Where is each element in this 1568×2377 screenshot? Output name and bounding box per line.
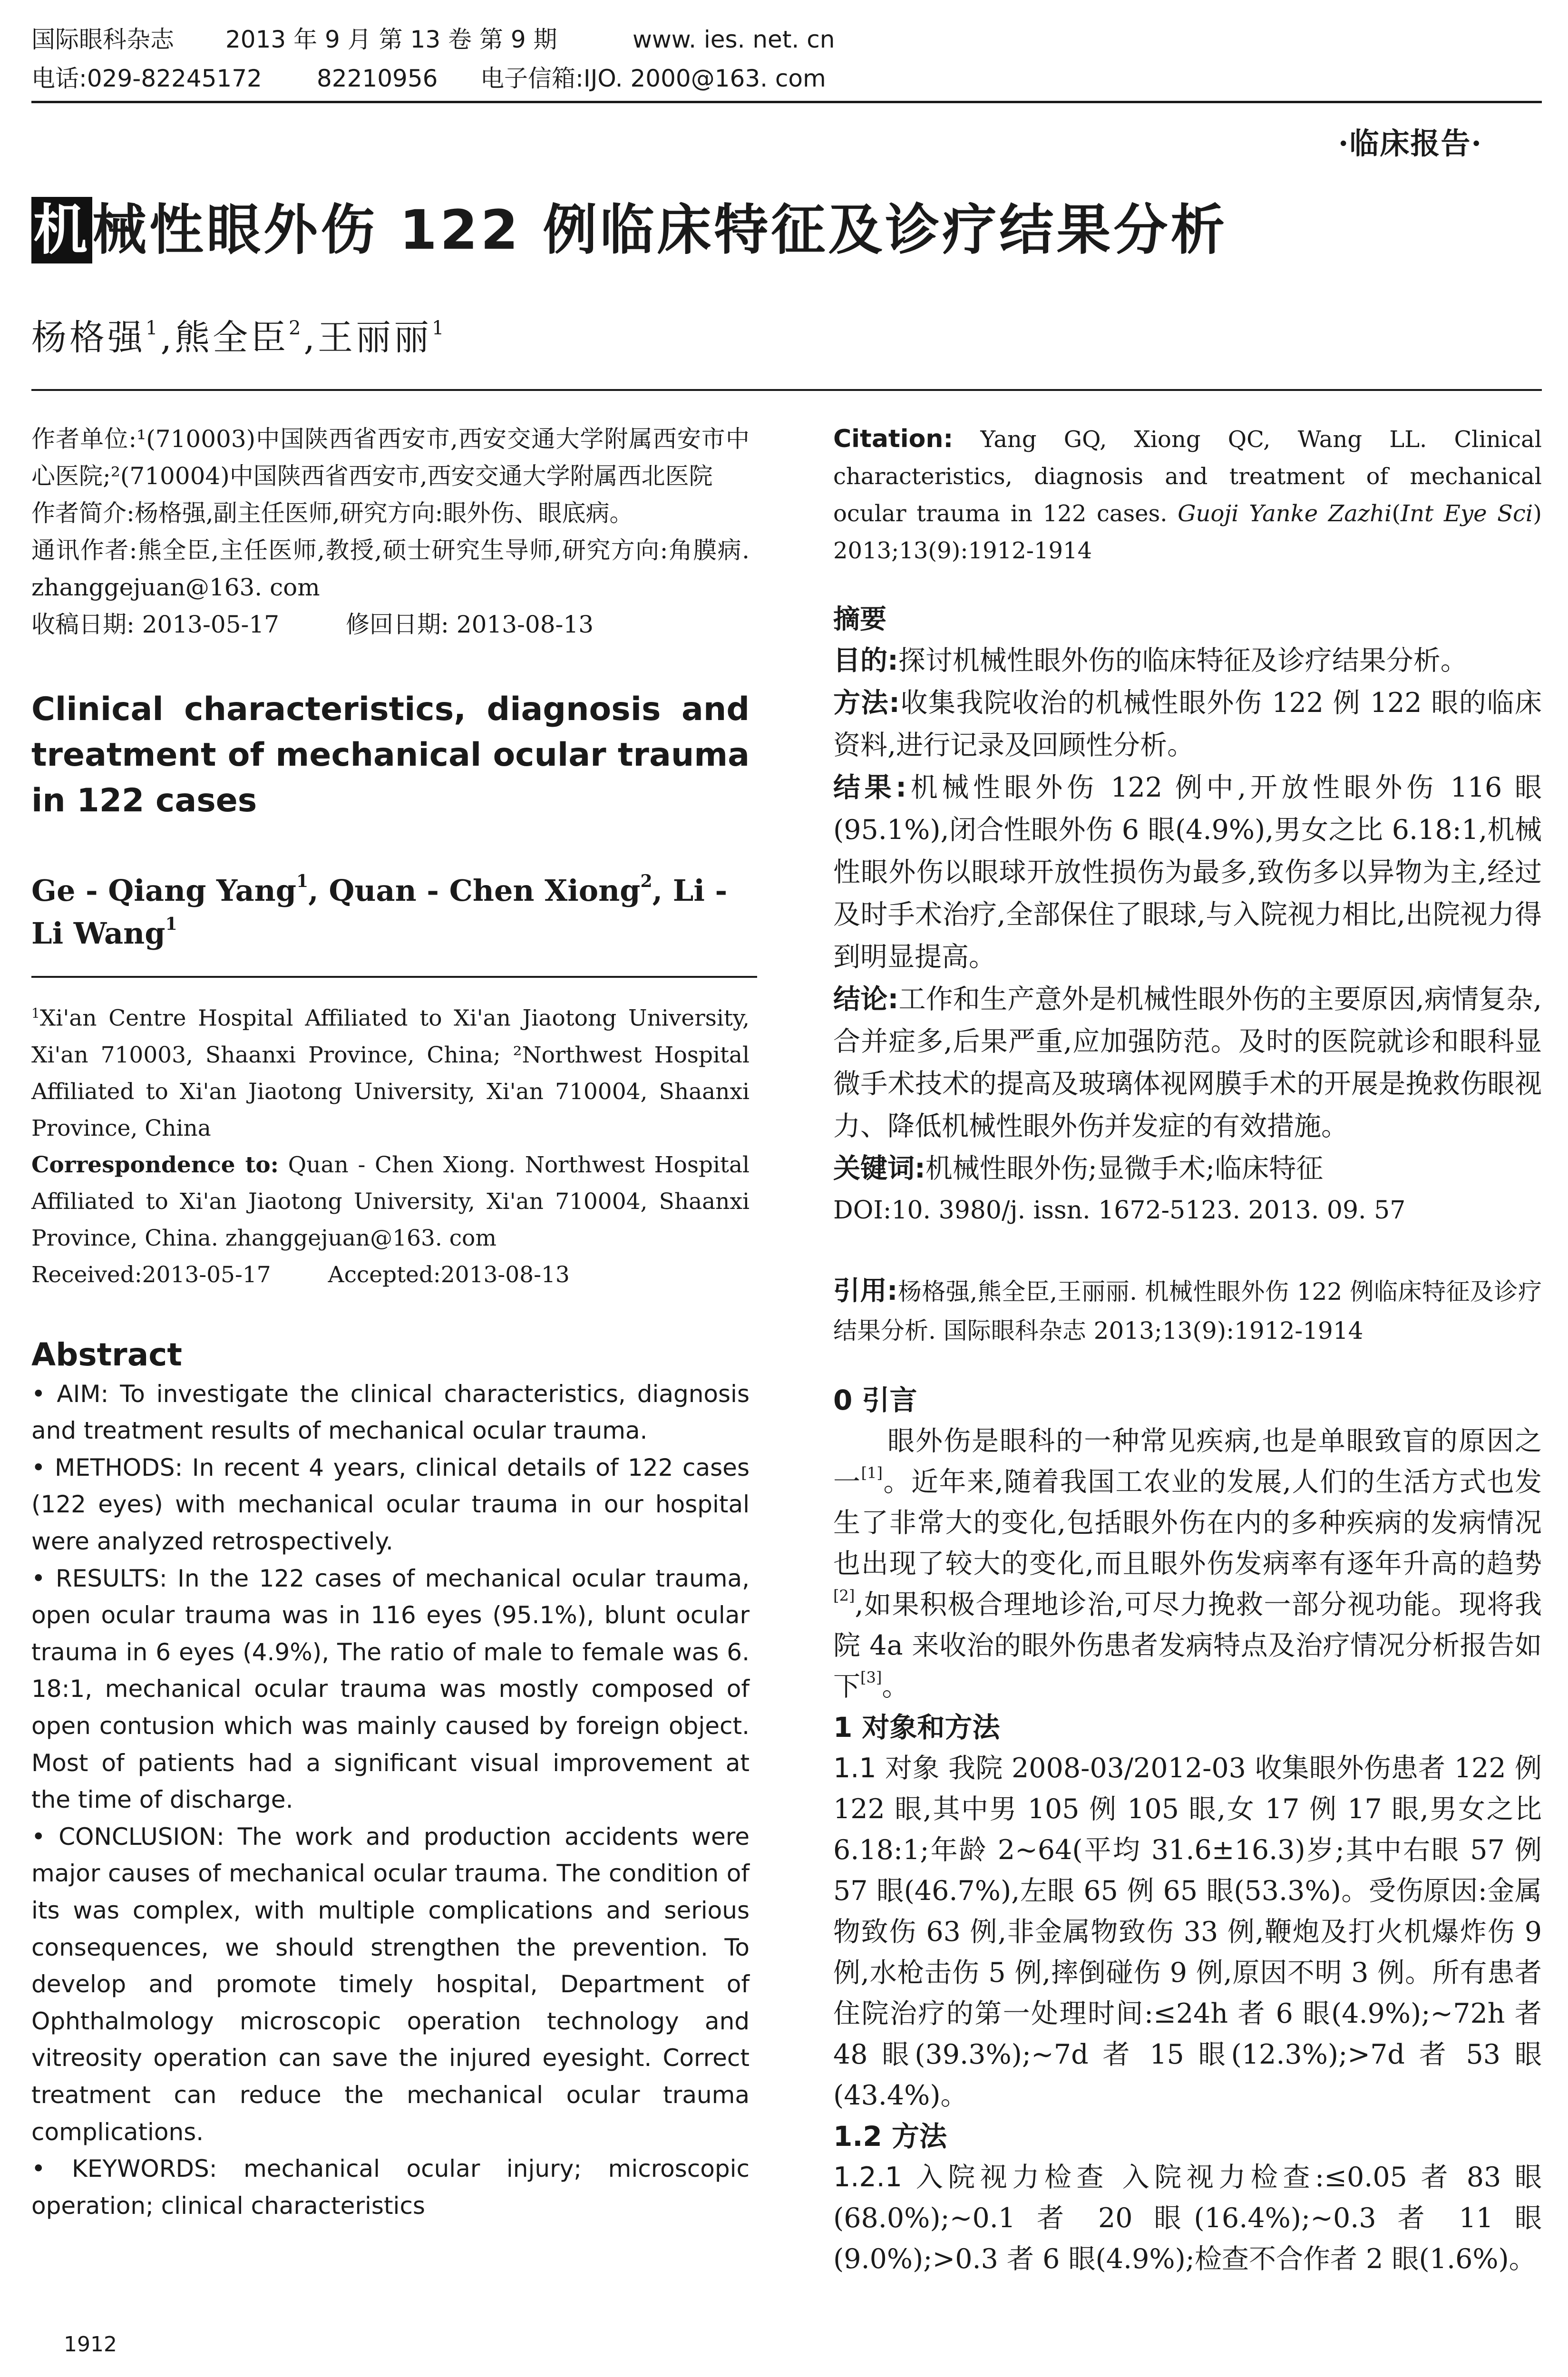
citation-text: Yang GQ, Xiong QC, Wang LL. Clinical characteristics, diagnosis and treatment of mechanical ocular trauma in 122 cases.: [833, 426, 1542, 527]
page-number: 1912: [64, 2332, 117, 2357]
citation-journal-en: Int Eye Sci: [1401, 500, 1533, 527]
reference-mark[interactable]: [3]: [860, 1668, 882, 1686]
vision-exam-text: 入院视力检查:≤0.05 者 83 眼(68.0%);~0.1 者 20 眼(16.4%);~0.3 者 11 眼(9.0%);>0.3 者 6 眼(4.9%);检查不合作者 2 眼(1.6%)。: [833, 2162, 1542, 2275]
contact-email[interactable]: 电子信箱:IJO. 2000@163. com: [480, 65, 826, 92]
english-affiliations: [31, 995, 750, 1293]
author-list: [31, 314, 447, 361]
author-name: 杨格强: [31, 317, 146, 358]
title-drop-char: 机: [31, 197, 92, 263]
intro-text: 。近年来,随着我国工农业的发展,人们的生活方式也发生了非常大的变化,包括眼外伤在内的多种疾病的发病情况也出现了较大的变化,而且眼外伤发病率有逐年升高的趋势: [833, 1466, 1542, 1579]
abstract-aim: • AIM: To investigate the clinical characteristics, diagnosis and treatment results of mechanical ocular trauma.: [31, 1380, 750, 1445]
english-author: Ge - Qiang Yang: [31, 873, 297, 908]
intro-text: ,如果积极合理地诊治,可尽力挽救一部分视功能。现将我院 4a 来收治的眼外伤患者发病特点及治疗情况分析报告如下: [833, 1589, 1542, 1702]
article-title: [31, 197, 1227, 263]
english-title: Clinical characteristics, diagnosis and treatment of mechanical ocular trauma in 122 cases: [31, 691, 750, 819]
english-dates: [31, 1257, 750, 1293]
english-abstract: [31, 1334, 750, 2225]
author-affiliation-mark: 2: [288, 317, 304, 339]
subjects-text: 我院 2008-03/2012-03 收集眼外伤患者 122 例 122 眼,其中男 105 例 105 眼,女 17 例 17 眼,男女之比 6.18:1;年龄 2~64(平均 31.6±16.3)岁;其中右眼 57 例 57 眼(46.7%),左眼 65 例 65 眼(53.3%)。受伤原因:金属物致伤 63 例,非金属物致伤 33 例,鞭炮及打火机爆炸伤 9 例,水枪击伤 5 例,摔倒碰伤 9 例,原因不明 3 例。所有患者住院治疗的第一处理时间:≤24h 者 6 眼(4.9%);~72h 者 48 眼(39.3%);~7d 者 15 眼(12.3%);>7d 者 53 眼(43.4%)。: [833, 1753, 1542, 2111]
journal-header: [31, 25, 835, 54]
methods-heading: 1 对象和方法: [833, 1711, 1000, 1744]
method-label: 方法:: [833, 687, 900, 719]
author-affiliation-mark: 1: [165, 914, 177, 934]
vision-exam-label: 1.2.1 入院视力检查: [833, 2162, 1109, 2193]
abstract-purpose: [833, 640, 1542, 682]
abstract-conclusion: • CONCLUSION: The work and production accidents were major causes of mechanical ocular trauma. The condition of its was complex, with multiple complications and serious consequences, we should strengthen the prevention. To develop and promote timely hospital, Department of Ophthalmology microscopic operation technology and vitreosity operation can save the injured eyesight. Correct treatment can reduce the mechanical ocular trauma complications.: [31, 1822, 750, 2146]
subjects-label: 1.1 对象: [833, 1753, 940, 1784]
affiliation-mark: 1: [31, 1005, 40, 1021]
purpose-text: 探讨机械性眼外伤的临床特征及诊疗结果分析。: [898, 645, 1468, 676]
chinese-abstract: [833, 600, 1542, 1231]
result-text: 机械性眼外伤 122 例中,开放性眼外伤 116 眼(95.1%),闭合性眼外伤 6 眼(4.9%),男女之比 6.18:1,机械性眼外伤以眼球开放性损伤为最多,致伤多以异物为主,经过及时手术治疗,全部保住了眼球,与入院视力相比,出院视力得到明显提高。: [833, 772, 1542, 973]
abstract-conclusion-cn: [833, 978, 1542, 1148]
corresponding-author: 通讯作者:熊全臣,主任医师,教授,硕士研究生导师,研究方向:角膜病. zhanggejuan@163. com: [31, 536, 750, 601]
intro-text: 。: [882, 1671, 909, 1702]
citation-volume: ) 2013;13(9):1912-1914: [833, 500, 1542, 564]
received-date: 收稿日期: 2013-05-17: [31, 611, 280, 638]
author-name: 王丽丽: [317, 317, 432, 358]
revised-date: 修回日期: 2013-08-13: [346, 611, 594, 638]
subjects-paragraph: [833, 1748, 1542, 2116]
journal-name: 国际眼科杂志: [31, 26, 174, 53]
received-date-en: Received:2013-05-17: [31, 1261, 271, 1288]
citation: Citation: Yang GQ, Xiong QC, Wang LL. Clinical characteristics, diagnosis and treatment of mechanical ocular trauma in 122 cases. Guoji Yanke Zazhi(Int Eye Sci) 2013;13(9):1912-1914: [833, 425, 1542, 564]
column-label: ·临床报告·: [1338, 126, 1482, 161]
conclusion-label: 结论:: [833, 984, 899, 1015]
phone-primary: 电话:029-82245172: [31, 65, 262, 92]
abstract-method: [833, 682, 1542, 767]
english-author: Li - Li Wang: [31, 873, 728, 951]
intro-text: 眼外伤是眼科的一种常见疾病,也是单眼致盲的原因之一: [833, 1425, 1542, 1498]
header-rule: [31, 101, 1542, 103]
abstract-methods: • METHODS: In recent 4 years, clinical details of 122 cases (122 eyes) with mechanical ocular trauma in our hospital were analyzed retrospectively.: [31, 1453, 750, 1556]
title-text: 械性眼外伤 122 例临床特征及诊疗结果分析: [92, 198, 1228, 262]
introduction-section: [833, 1380, 1542, 2280]
introduction-paragraph: [833, 1421, 1542, 1707]
citation-journal: Guoji Yanke Zazhi: [1178, 500, 1392, 527]
left-column: [31, 420, 750, 2224]
english-author: Quan - Chen Xiong: [329, 873, 641, 908]
abstract-result: [833, 767, 1542, 978]
affiliation-text: Xi'an Centre Hospital Affiliated to Xi'an Jiaotong University, Xi'an 710003, Shaanxi Province, China; ²Northwest Hospital Affiliated to Xi'an Jiaotong University, Xi'an 710004, Shaanxi Province, China: [31, 1005, 750, 1141]
correspondence-label: Correspondence to:: [31, 1151, 279, 1178]
abstract-heading: Abstract: [31, 1336, 182, 1373]
author-bio: 作者简介:杨格强,副主任医师,研究方向:眼外伤、眼底病。: [31, 499, 633, 527]
issue-info: 2013 年 9 月 第 13 卷 第 9 期: [225, 26, 557, 53]
manuscript-dates: [31, 606, 750, 643]
chinese-citation-label: 引用:: [833, 1276, 898, 1306]
author-info: [31, 420, 750, 643]
contact-header: [31, 64, 826, 93]
author-unit: 作者单位:¹(710003)中国陕西省西安市,西安交通大学附属西安市中心医院;²(710004)中国陕西省西安市,西安交通大学附属西北医院: [31, 425, 750, 490]
conclusion-text: 工作和生产意外是机械性眼外伤的主要原因,病情复杂,合并症多,后果严重,应加强防范。及时的医院就诊和眼科显微手术技术的提高及玻璃体视网膜手术的开展是挽救伤眼视力、降低机械性眼外伤并发症的有效措施。: [833, 984, 1542, 1142]
citation-label: Citation:: [833, 425, 954, 453]
introduction-heading: 0 引言: [833, 1384, 917, 1416]
correspondence-text: Quan - Chen Xiong. Northwest Hospital Affiliated to Xi'an Jiaotong University, Xi'an 710004, Shaanxi Province, China. zhanggejuan@163. com: [31, 1151, 750, 1251]
author-affiliation-mark: 1: [431, 317, 447, 339]
author-affiliation-mark: 1: [146, 317, 161, 339]
title-rule: [31, 389, 1542, 391]
chinese-citation-text: 杨格强,熊全臣,王丽丽. 机械性眼外伤 122 例临床特征及诊疗结果分析. 国际眼科杂志 2013;13(9):1912-1914: [833, 1278, 1542, 1344]
author-affiliation-mark: 1: [296, 871, 309, 891]
abstract-results: • RESULTS: In the 122 cases of mechanical ocular trauma, open ocular trauma was in 116 eyes (95.1%), blunt ocular trauma in 6 eyes (4.9%), The ratio of male to female was 6. 18:1, mechanical ocular trauma was mostly composed of open contusion which was mainly caused by foreign object. Most of patients had a significant visual improvement at the time of discharge.: [31, 1564, 750, 1814]
keywords-label: 关键词:: [833, 1153, 925, 1184]
result-label: 结果:: [833, 772, 907, 803]
author-separator: ,: [303, 317, 318, 358]
vision-exam-paragraph: [833, 2157, 1542, 2280]
affiliation-rule: [31, 976, 757, 978]
right-column: [833, 420, 1542, 2280]
phone-secondary: 82210956: [317, 65, 438, 92]
doi[interactable]: DOI:10. 3980/j. issn. 1672-5123. 2013. 09. 57: [833, 1196, 1406, 1225]
methods-subheading: 1.2 方法: [833, 2120, 947, 2153]
abstract-keywords-cn: [833, 1148, 1542, 1190]
reference-mark[interactable]: [1]: [861, 1464, 883, 1482]
chinese-citation: [833, 1272, 1542, 1350]
journal-website[interactable]: www. ies. net. cn: [633, 26, 835, 53]
reference-mark[interactable]: [2]: [833, 1587, 855, 1605]
accepted-date-en: Accepted:2013-08-13: [328, 1261, 570, 1288]
english-author-list: Ge - Qiang Yang$^1$, Quan - Chen Xiong$^2$, Li - Li Wang$^1$: [31, 871, 728, 951]
abstract-keywords: • KEYWORDS: mechanical ocular injury; microscopic operation; clinical characteristics: [31, 2155, 750, 2220]
keywords-text: 机械性眼外伤;显微手术;临床特征: [925, 1153, 1324, 1184]
chinese-abstract-heading: 摘要: [833, 604, 886, 635]
author-separator: ,: [160, 317, 175, 358]
author-affiliation-mark: 2: [640, 871, 653, 891]
purpose-label: 目的:: [833, 645, 898, 676]
author-name: 熊全臣: [174, 317, 289, 358]
method-text: 收集我院收治的机械性眼外伤 122 例 122 眼的临床资料,进行记录及回顾性分析。: [833, 687, 1542, 761]
